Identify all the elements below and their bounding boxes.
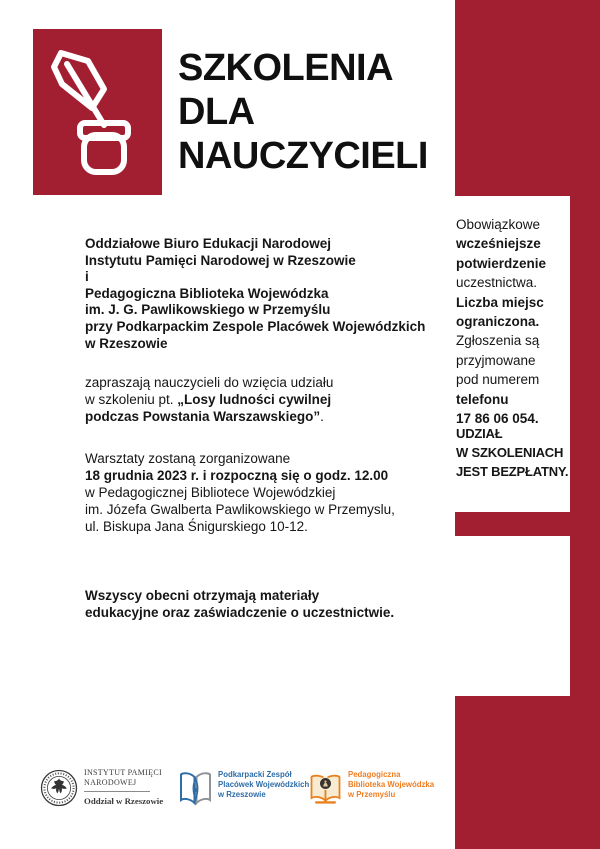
pzpw-logo-text: [218, 770, 309, 800]
invitation-text: w szkoleniu pt.: [85, 392, 178, 407]
workshop-line: w Pedagogicznej Bibliotece Wojewódzkiej: [85, 485, 336, 500]
free-line: W SZKOLENIACH: [456, 445, 564, 460]
materials-line: edukacyjne oraz zaświadczenie o uczestnictwie.: [85, 605, 395, 620]
ipn-branch: Oddział w Rzeszowie: [84, 796, 164, 806]
ipn-logo-text: [84, 768, 163, 806]
pbw-line: w Przemyślu: [348, 790, 396, 799]
ipn-divider: [84, 791, 150, 792]
organizers-line: Pedagogiczna Biblioteka Wojewódzka: [85, 285, 329, 301]
free-line: JEST BEZPŁATNY.: [456, 464, 569, 479]
workshop-address: ul. Biskupa Jana Śnigurskiego 10-12.: [85, 519, 308, 534]
title-line-2: DLA: [178, 91, 255, 133]
pzpw-logo: [179, 769, 212, 808]
pzpw-line: Placówek Wojewódzkich: [218, 780, 310, 789]
open-book-emblem-icon: [309, 770, 342, 807]
ipn-name-line: NARODOWEJ: [84, 777, 137, 787]
open-book-pen-icon: [179, 769, 212, 808]
workshop-datetime: 18 grudnia 2023 r. i rozpoczną się o godz. 12.00: [85, 468, 389, 483]
note-line: Zgłoszenia są: [456, 333, 540, 349]
eagle-seal-icon: [40, 769, 78, 807]
organizers-line: w Rzeszowie: [85, 335, 168, 351]
organizers-paragraph: [85, 236, 450, 352]
organizers-line: przy Podkarpackim Zespole Placówek Wojewódzkich: [85, 318, 426, 334]
pbw-logo-text: [348, 770, 434, 800]
invitation-line: [85, 374, 450, 391]
pbw-line: Biblioteka Wojewódzka: [348, 780, 435, 789]
ipn-name-line: INSTYTUT PAMIĘCI: [84, 768, 162, 777]
free-line: UDZIAŁ: [456, 426, 503, 441]
note-line: wcześniejsze: [456, 236, 541, 252]
invitation-line: [85, 408, 450, 425]
ipn-logo: [40, 769, 78, 807]
note-line: uczestnictwa.: [456, 275, 538, 291]
training-topic-title: „Losy ludności cywilnej: [177, 392, 332, 407]
organizers-line: im. J. G. Pawlikowskiego w Przemyślu: [85, 302, 331, 318]
materials-paragraph: [85, 587, 450, 621]
pbw-logo: [309, 770, 342, 809]
emblem-square: [33, 29, 162, 195]
note-line: potwierdzenie: [456, 255, 547, 271]
note-line: Liczba miejsc: [456, 294, 544, 310]
note-line: przyjmowane: [456, 352, 536, 368]
organizers-line: Oddziałowe Biuro Edukacji Narodowej: [85, 236, 332, 251]
phone-number: 17 86 06 054.: [456, 411, 539, 427]
title-line-1: SZKOLENIA: [178, 47, 394, 89]
workshop-line: im. Józefa Gwalberta Pawlikowskiego w Przemyslu,: [85, 502, 395, 517]
sidebar-empty-box: [455, 536, 570, 696]
note-line: Obowiązkowe: [456, 217, 541, 232]
invitation-paragraph: [85, 374, 450, 425]
materials-line: Wszyscy obecni otrzymają materiały: [85, 588, 320, 603]
note-line: ograniczona.: [456, 314, 540, 330]
invitation-text: .: [320, 409, 324, 424]
pzpw-line: Podkarpacki Zespół: [218, 770, 292, 779]
invitation-line: [85, 391, 450, 408]
registration-note: [456, 215, 568, 428]
note-line: telefonu: [456, 391, 509, 407]
organizers-line: i: [85, 269, 89, 285]
note-line: pod numerem: [456, 372, 540, 388]
workshop-line: Warsztaty zostaną zorganizowane: [85, 451, 291, 466]
invitation-text: zapraszają nauczycieli do wzięcia udziału: [85, 375, 334, 390]
organizers-line: Instytutu Pamięci Narodowej w Rzeszowie: [85, 252, 356, 268]
pbw-line: Pedagogiczna: [348, 770, 401, 779]
pzpw-line: w Rzeszowie: [218, 790, 266, 799]
training-topic-title: podczas Powstania Warszawskiego”: [85, 409, 321, 424]
quill-inkpot-icon: [33, 29, 162, 195]
page-title: [178, 46, 428, 178]
workshop-details-paragraph: [85, 450, 450, 535]
title-line-3: NAUCZYCIELI: [178, 135, 428, 177]
free-participation-note: [456, 424, 570, 481]
